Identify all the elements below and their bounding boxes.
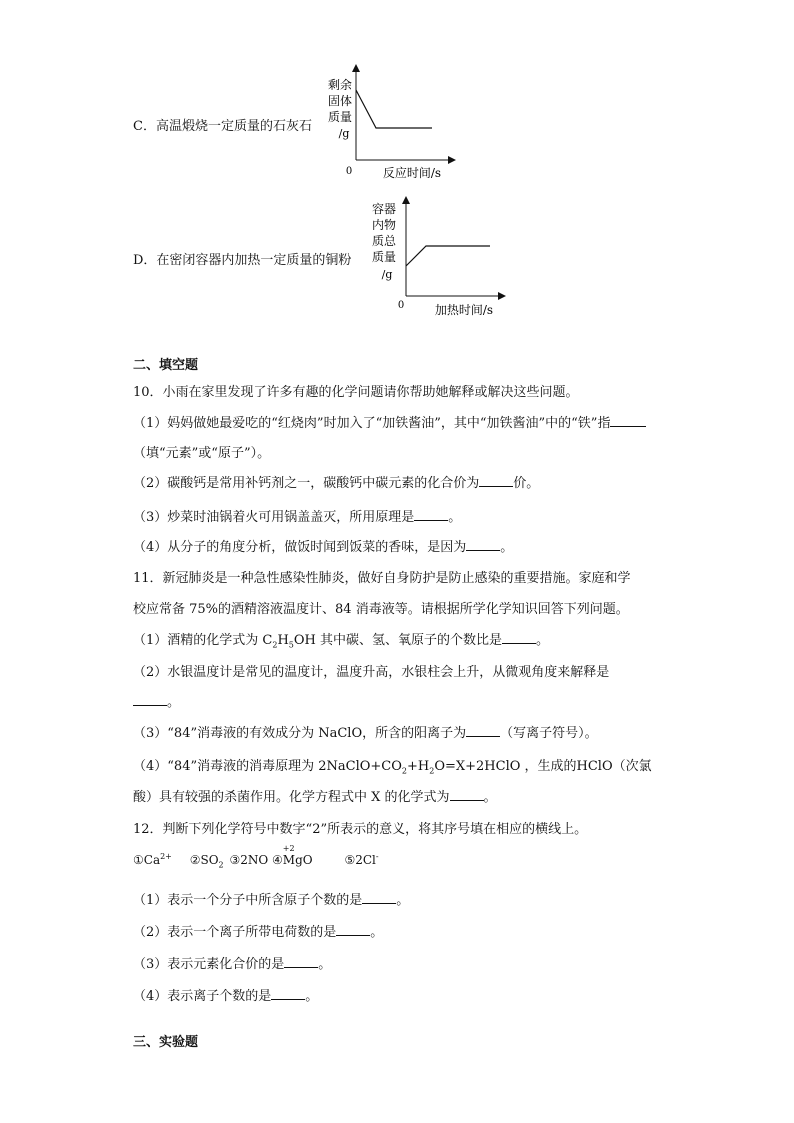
q11-p4-line1: （4）“84”消毒液的消毒原理为 $2NaClO+CO_2+H_2O=X+2HClO$ ，生成的HClO（次氯 — [133, 759, 652, 776]
chart-d-ylabel-3: 质总 — [371, 234, 397, 248]
q12-p1-blank — [362, 891, 396, 904]
q12-symbol-5: ⑤2Cl- — [344, 852, 379, 867]
chart-d — [362, 192, 512, 322]
q10-p3: （3）炒菜时油锅着火可用锅盖盖灭，所用原理是 。 — [133, 510, 462, 525]
chart-c-x-arrow — [448, 156, 456, 164]
chart-d-ylabel-1: 容器 — [371, 202, 397, 216]
section-3-title: 三、实验题 — [133, 1035, 199, 1050]
q12-p2-blank — [336, 923, 370, 936]
chart-d-x-arrow — [498, 292, 506, 300]
chart-c-ylabel-1: 剩余 — [327, 78, 353, 92]
q10-p2-blank — [479, 474, 513, 487]
q12-symbols — [133, 844, 379, 870]
q11-p3: （3）“84”消毒液的有效成分为 NaClO，所含的阳离子为 （写离子符号）。 — [133, 726, 598, 741]
q11-p4-blank — [450, 788, 484, 801]
q12-p1: （1）表示一个分子中所含原子个数的是 。 — [133, 893, 410, 908]
q11-p2-blank — [133, 693, 167, 706]
chart-d-line — [406, 246, 490, 266]
q12-stem: 12．判断下列化学符号中数字“2”所表示的意义，将其序号填在相应的横线上。 — [133, 822, 588, 837]
q12-p3-blank — [284, 955, 318, 968]
chart-d-ylabel-2: 内物 — [371, 218, 397, 232]
q11-p2-line2: 。 — [133, 691, 180, 710]
chart-d-origin: 0 — [397, 300, 405, 311]
chart-c-line — [356, 90, 432, 128]
q10-p1-blank — [610, 414, 646, 427]
chart-d-xlabel: 加热时间/s — [434, 303, 494, 317]
q12-symbol-1: $①Ca^{2+}$ — [133, 852, 172, 867]
q11-p2-line1: （2）水银温度计是常见的温度计，温度升高，水银柱会上升，从微观角度来解释是 — [133, 665, 610, 680]
option-d-label: D．在密闭容器内加热一定质量的铜粉 — [133, 253, 352, 268]
q12-p3: （3）表示元素化合价的是 。 — [133, 957, 332, 972]
q12-p2: （2）表示一个离子所带电荷数的是 。 — [133, 925, 384, 940]
q10-p1-line2: （填“元素”或“原子”）。 — [133, 446, 271, 461]
chart-c-ylabel-4: /g — [338, 127, 350, 140]
option-c-label: C．高温煅烧一定质量的石灰石 — [133, 119, 312, 134]
q12-symbol-2: $②SO_2$ — [189, 853, 224, 870]
chart-c-ylabel-2: 固体 — [327, 94, 353, 108]
chart-c — [318, 62, 468, 182]
q11-p3-blank — [466, 724, 500, 737]
q11-p4-line2: 酸）具有较强的杀菌作用。化学方程式中 X 的化学式为 。 — [133, 790, 497, 805]
q11-stem-line2: 校应常备 75%的酒精溶液温度计、84 消毒液等。请根据所学化学知识回答下列问题。 — [133, 602, 629, 617]
q12-symbol-3: ③2NO — [229, 853, 269, 867]
q10-stem: 10．小雨在家里发现了许多有趣的化学问题请你帮助她解释或解决这些问题。 — [133, 385, 579, 400]
chart-d-ylabel-5: /g — [381, 268, 393, 281]
q10-p1-line1: （1）妈妈做她最爱吃的“红烧肉”时加入了“加铁酱油”，其中“加铁酱油”中的“铁”指 — [133, 412, 646, 431]
chart-c-xlabel: 反应时间/s — [382, 166, 442, 180]
q10-p4-blank — [466, 538, 500, 551]
q11-stem-line1: 11．新冠肺炎是一种急性感染性肺炎，做好自身防护是防止感染的重要措施。家庭和学 — [133, 571, 631, 586]
q10-p3-blank — [414, 508, 448, 521]
q12-p4-blank — [271, 987, 305, 1000]
section-2-title: 二、填空题 — [133, 358, 199, 373]
q10-p2: （2）碳酸钙是常用补钙剂之一，碳酸钙中碳元素的化合价为 价。 — [133, 476, 540, 491]
q12-p4: （4）表示离子个数的是 。 — [133, 989, 319, 1004]
q11-p1-blank — [502, 631, 536, 644]
q12-symbol-4: ④ +2 MgO — [272, 844, 313, 867]
q10-p4: （4）从分子的角度分析，做饭时闻到饭菜的香味，是因为 。 — [133, 540, 514, 555]
q11-p1: （1）酒精的化学式为 $C_2H_5OH$ 其中碳、氢、氧原子的个数比是 。 — [133, 633, 550, 650]
chart-d-y-arrow — [402, 196, 410, 204]
chart-d-ylabel-4: 质量 — [371, 250, 397, 264]
chart-c-ylabel-3: 质量 — [327, 110, 353, 124]
chart-c-y-arrow — [352, 64, 360, 72]
chart-c-origin: 0 — [345, 166, 353, 177]
